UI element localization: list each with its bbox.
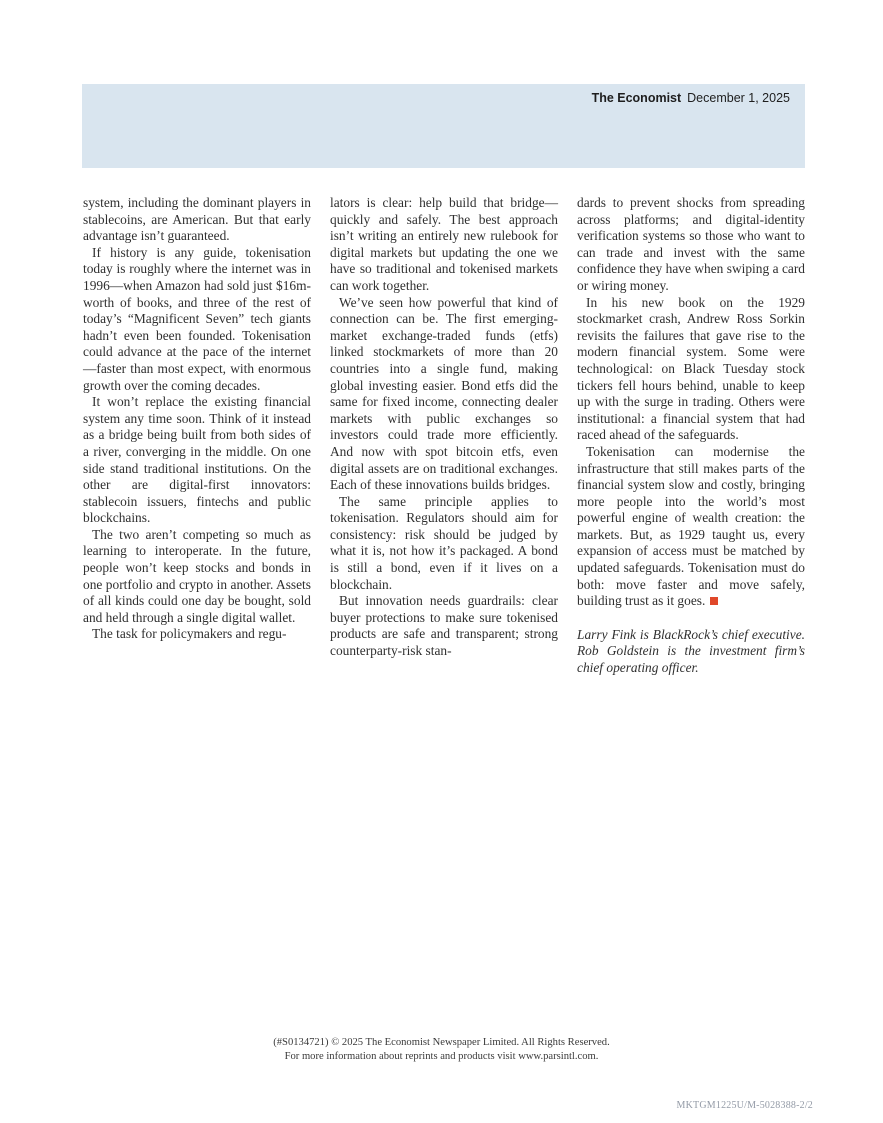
paragraph: The two aren’t competing so much as learning to interoperate. In the future, people won’t keep stocks and bonds in one portfolio and crypto in another. Assets of all kinds could one day be bought, sold and held through a single digital wallet. (83, 526, 311, 625)
article-column-3 (577, 195, 805, 677)
paragraph: lators is clear: help build that bridge—quickly and safely. The best approach isn’t writing an entirely new rulebook for digital markets but updating the one we have so traditional and tokenised markets can work together. (330, 195, 558, 293)
paragraph: In his new book on the 1929 stockmarket crash, Andrew Ross Sorkin revisits the failures that gave rise to the modern financial system. Some were technological: on Black Tuesday stock tickers fell hours behind, unable to keep up with the surge in trading. Others were institutional: a financial system that had raced ahead of the safeguards. (577, 294, 805, 443)
publication-name: The Economist (591, 91, 682, 105)
article-columns (83, 195, 805, 677)
document-code: MKTGM1225U/M-5028388-2/2 (676, 1100, 813, 1111)
paragraph-text: Tokenisation can modernise the infrastructure that still makes parts of the financial system slow and costly, bringing more people into the world’s most powerful engine of wealth creation: the markets. But, as 1929 taught us, every expansion of access must be matched by updated safeguards. Tokenisation must do both: move faster and move safely, building trust as it goes. (577, 443, 805, 609)
paragraph: dards to prevent shocks from spreading across platforms; and digital-identity verification systems so those who want to can trade and invest with the same confidence they have when swiping a card or wiring money. (577, 195, 805, 293)
article-column-1 (83, 195, 311, 677)
paragraph: The same principle applies to tokenisation. Regulators should aim for consistency: risk should be judged by what it is, not how it’s packaged. A bond is still a bond, even if it lives on a blockchain. (330, 493, 558, 592)
paragraph: The task for policymakers and regu- (92, 626, 287, 642)
end-of-article-mark (710, 597, 718, 605)
paragraph: system, including the dominant players in stablecoins, are American. But that early advantage isn’t guaranteed. (83, 195, 311, 244)
reprints-info-line: For more information about reprints and products visit www.parsintl.com. (284, 1051, 599, 1062)
paragraph: If history is any guide, tokenisation today is roughly where the internet was in 1996—when Amazon had sold just $16m-worth of books, and three of the rest of today’s “Magnificent Seven” tech giants hadn’t even been founded. Tokenisation could advance at the pace of the internet—faster than most expect, with enormous growth over the coming decades. (83, 244, 311, 393)
paragraph: It won’t replace the existing financial system any time soon. Think of it instead as a bridge being built from both sides of a river, converging in the middle. On one side stand traditional institutions. On the other are digital-first innovators: stablecoin issuers, fintechs and public blockchains. (83, 394, 311, 526)
paragraph: But innovation needs guardrails: clear buyer protections to make sure tokenised products are safe and transparent; strong counterparty-risk stan- (330, 593, 558, 659)
issue-date: December 1, 2025 (687, 91, 790, 105)
header-banner (82, 84, 805, 168)
paragraph (577, 444, 805, 610)
author-byline: Larry Fink is BlackRock’s chief executive. Rob Goldstein is the investment firm’s chief operating officer. (577, 626, 805, 676)
masthead (592, 91, 790, 105)
reprint-footer (0, 1036, 883, 1064)
paragraph: We’ve seen how powerful that kind of connection can be. The first emerging-market exchange-traded funds (etfs) linked stockmarkets of more than 20 countries into a single fund, making global investing easier. Bond etfs did the same for fixed income, connecting dealer markets with public exchanges so investors could trade more efficiently. And now with spot bitcoin etfs, even digital assets are on traditional exchanges. Each of these innovations builds bridges. (330, 294, 558, 493)
copyright-line: (#S0134721) © 2025 The Economist Newspaper Limited. All Rights Reserved. (273, 1037, 610, 1048)
article-column-2 (330, 195, 558, 677)
